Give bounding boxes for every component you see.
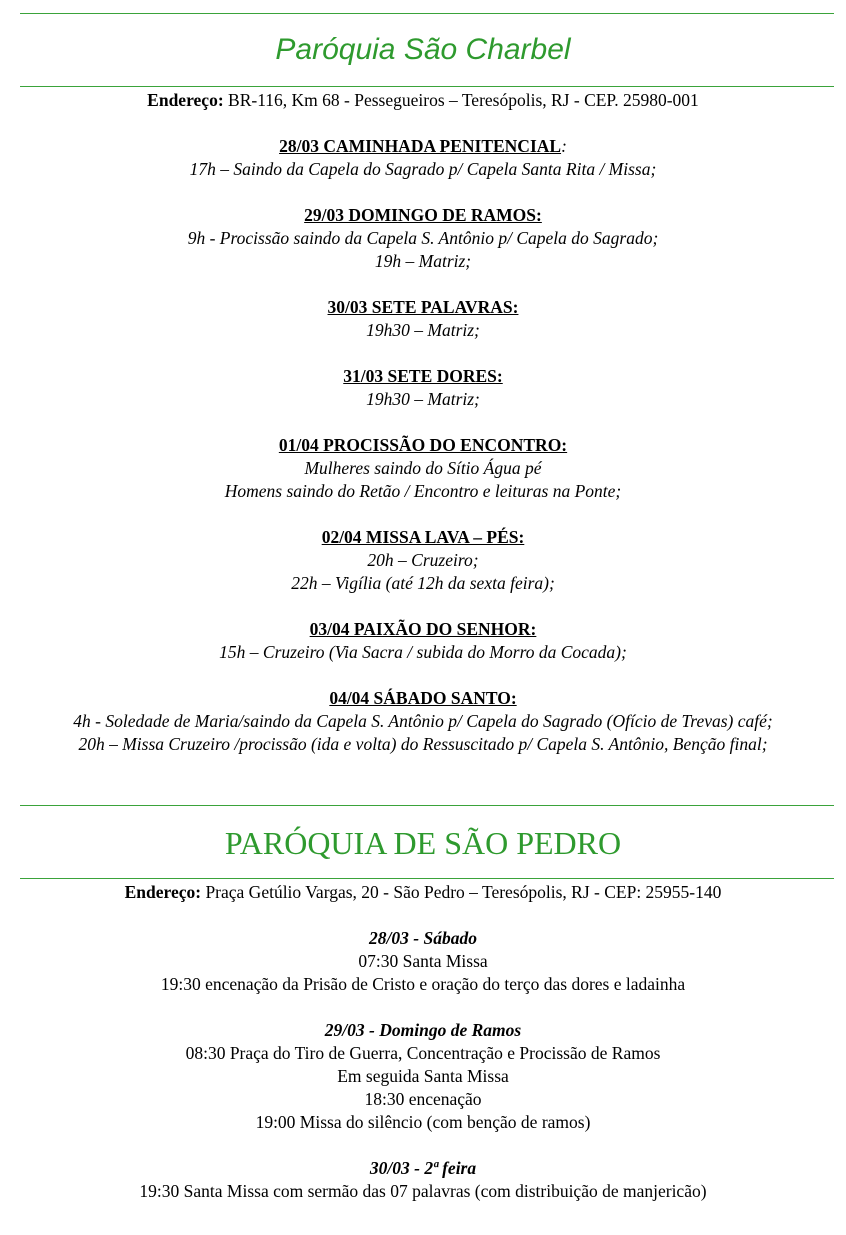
event-block [0, 687, 846, 756]
day-block [0, 1019, 846, 1134]
day-heading: 30/03 - 2ª feira [369, 1158, 477, 1178]
day-line: 07:30 Santa Missa [358, 951, 488, 971]
address-line [0, 881, 846, 904]
day-line: 19:00 Missa do silêncio (com benção de ramos) [255, 1112, 591, 1132]
event-block [0, 526, 846, 595]
day-heading: 28/03 - Sábado [369, 928, 477, 948]
event-line: 20h – Missa Cruzeiro /procissão (ida e volta) do Ressuscitado p/ Capela S. Antônio, Benção final; [78, 734, 768, 754]
day-line: 08:30 Praça do Tiro de Guerra, Concentração e Procissão de Ramos [185, 1043, 661, 1063]
parish-title: Paróquia São Charbel [275, 33, 571, 66]
event-block [0, 618, 846, 664]
event-block [0, 204, 846, 273]
address-text: Praça Getúlio Vargas, 20 - São Pedro – Teresópolis, RJ - CEP: 25955-140 [205, 882, 722, 902]
day-line: 19:30 Santa Missa com sermão das 07 palavras (com distribuição de manjericão) [139, 1181, 707, 1201]
event-line: 19h30 – Matriz; [366, 389, 480, 409]
address-line [0, 89, 846, 112]
event-block [0, 135, 846, 181]
event-heading: 31/03 SETE DORES: [343, 366, 503, 386]
address-label: Endereço: [147, 90, 224, 110]
parish-title: PARÓQUIA DE SÃO PEDRO [224, 825, 622, 861]
event-line: 20h – Cruzeiro; [367, 550, 479, 570]
day-line: 18:30 encenação [364, 1089, 482, 1109]
event-block [0, 434, 846, 503]
event-heading: 30/03 SETE PALAVRAS: [327, 297, 519, 317]
event-line: Mulheres saindo do Sítio Água pé [304, 458, 542, 478]
divider [20, 13, 834, 14]
event-heading: 03/04 PAIXÃO DO SENHOR: [309, 619, 537, 639]
event-heading: 01/04 PROCISSÃO DO ENCONTRO: [278, 435, 568, 455]
day-block [0, 1157, 846, 1203]
parish-1-content [0, 89, 846, 756]
address-label: Endereço: [124, 882, 202, 902]
parish-2-content [0, 881, 846, 1203]
divider [20, 805, 834, 806]
event-heading: 04/04 SÁBADO SANTO: [329, 688, 517, 708]
event-line: 19h30 – Matriz; [366, 320, 480, 340]
divider [20, 878, 834, 879]
event-heading: 29/03 DOMINGO DE RAMOS: [304, 205, 542, 225]
day-heading: 29/03 - Domingo de Ramos [324, 1020, 522, 1040]
day-line: Em seguida Santa Missa [337, 1066, 509, 1086]
day-block [0, 927, 846, 996]
event-line: 17h – Saindo da Capela do Sagrado p/ Capela Santa Rita / Missa; [189, 159, 657, 179]
event-heading: 02/04 MISSA LAVA – PÉS: [321, 527, 525, 547]
event-heading: 28/03 CAMINHADA PENITENCIAL [279, 136, 562, 156]
event-line: 9h - Procissão saindo da Capela S. Antônio p/ Capela do Sagrado; [187, 228, 659, 248]
address-text: BR-116, Km 68 - Pessegueiros – Teresópolis, RJ - CEP. 25980-001 [228, 90, 699, 110]
event-block [0, 296, 846, 342]
event-line: 4h - Soledade de Maria/saindo da Capela S. Antônio p/ Capela do Sagrado (Ofício de Trevas) café; [73, 711, 773, 731]
event-line: 15h – Cruzeiro (Via Sacra / subida do Morro da Cocada); [219, 642, 627, 662]
divider [20, 86, 834, 87]
event-line: 22h – Vigília (até 12h da sexta feira); [291, 573, 555, 593]
day-line: 19:30 encenação da Prisão de Cristo e oração do terço das dores e ladainha [160, 974, 686, 994]
event-heading-suffix: : [561, 136, 567, 156]
event-line: Homens saindo do Retão / Encontro e leituras na Ponte; [224, 481, 622, 501]
event-block [0, 365, 846, 411]
event-line: 19h – Matriz; [374, 251, 472, 271]
